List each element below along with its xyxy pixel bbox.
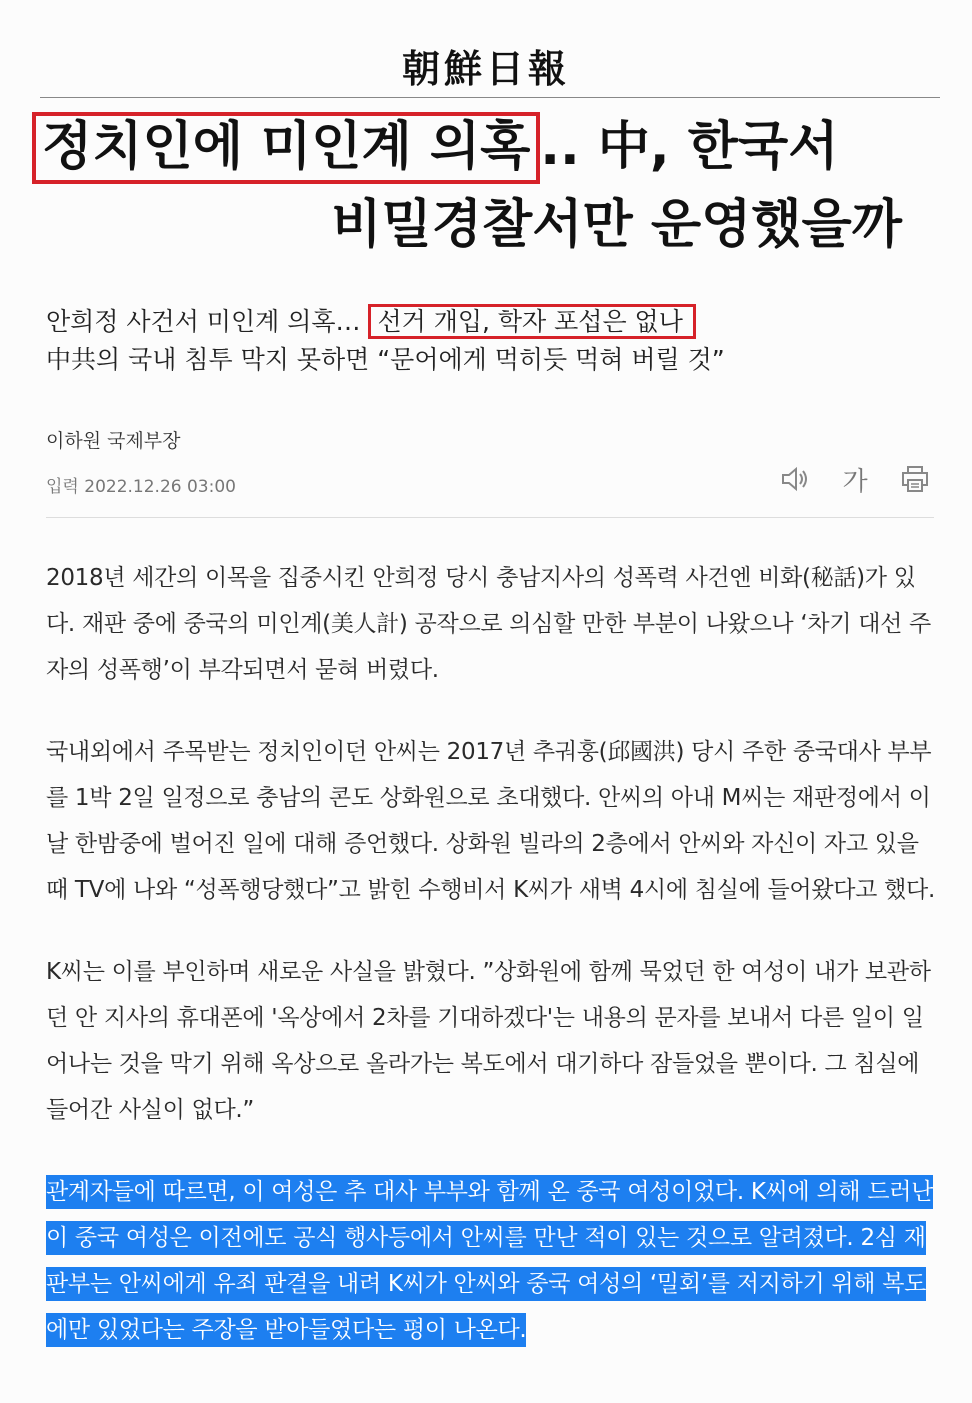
- masthead-divider: [40, 97, 940, 98]
- subhead-boxed-phrase: 선거 개입, 학자 포섭은 없나: [368, 304, 695, 339]
- headline-boxed-phrase: 정치인에 미인계 의혹: [32, 112, 540, 184]
- headline-line-2: 비밀경찰서만 운영했을까: [331, 195, 902, 255]
- speaker-icon[interactable]: [778, 462, 812, 496]
- headline-line-1-rest: .. 中, 한국서: [540, 117, 839, 177]
- paragraph: 국내외에서 주목받는 정치인이던 안씨는 2017년 추궈훙(邱國洪) 당시 주한 중국대사 부부를 1박 2일 일정으로 충남의 콘도 상화원으로 초대했다. 안씨의 아내 M씨는 재판정에서 이날 한밤중에 벌어진 일에 대해 증언했다. 상화원 빌라의 2층에서 안씨와 자신이 자고 있을 때 TV에 나와 “성폭행당했다”고 밝힌 수행비서 K씨가 새벽 4시에 침실에 들어왔다고 했다.: [46, 739, 935, 903]
- publish-date: 입력 2022.12.26 03:00: [46, 477, 236, 497]
- paragraph: 2018년 세간의 이목을 집중시킨 안희정 당시 충남지사의 성폭력 사건엔 비화(秘話)가 있다. 재판 중에 중국의 미인계(美人計) 공작으로 의심할 만한 부분이 나왔으나 ‘차기 대선 주자의 성폭행’이 부각되면서 묻혀 버렸다.: [46, 565, 931, 683]
- headline: [40, 108, 940, 264]
- subhead-line-2: 中共의 국내 침투 막지 못하면 “문어에게 먹히듯 먹혀 버릴 것”: [46, 345, 725, 374]
- byline[interactable]: 이하원 국제부장: [46, 430, 181, 452]
- subheadline: [46, 303, 946, 379]
- article-tools: [778, 462, 932, 496]
- paragraph: K씨는 이를 부인하며 새로운 사실을 밝혔다. ”상화원에 함께 묵었던 한 여성이 내가 보관하던 안 지사의 휴대폰에 '옥상에서 2차를 기대하겠다'는 내용의 문자를 보내서 다른 일이 일어나는 것을 막기 위해 옥상으로 올라가는 복도에서 대기하다 잠들었을 뿐이다. 그 침실에 들어간 사실이 없다.”: [46, 959, 931, 1123]
- font-size-button[interactable]: 가: [842, 466, 868, 497]
- print-icon[interactable]: [898, 462, 932, 496]
- article-body: [46, 555, 938, 1353]
- newspaper-masthead: 朝鮮日報: [401, 46, 570, 91]
- subhead-line-1-text: 안희정 사건서 미인계 의혹…: [46, 307, 369, 336]
- header-divider: [46, 517, 934, 518]
- headline-line-1: [40, 108, 940, 186]
- paragraph-selected: [46, 1169, 938, 1353]
- selected-text[interactable]: 관계자들에 따르면, 이 여성은 추 대사 부부와 함께 온 중국 여성이었다. K씨에 의해 드러난 이 중국 여성은 이전에도 공식 행사등에서 안씨를 만난 적이 있는 것으로 알려졌다. 2심 재판부는 안씨에게 유죄 판결을 내려 K씨가 안씨와 중국 여성의 ‘밀회’를 저지하기 위해 복도에만 있었다는 주장을 받아들였다는 평이 나온다.: [46, 1175, 933, 1347]
- subhead-line-1: [46, 303, 946, 341]
